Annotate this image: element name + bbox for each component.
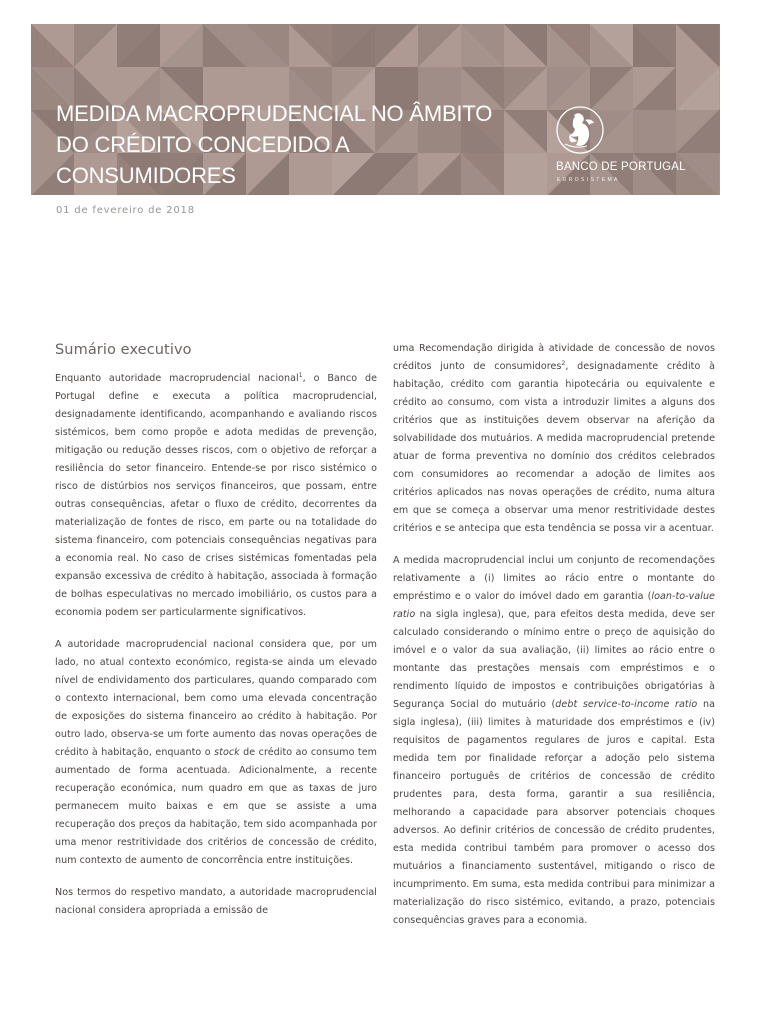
banco-de-portugal-emblem-icon <box>555 104 605 156</box>
paragraph-5-text-c: na sigla inglesa), (iii) limites à maturidade dos empréstimos e (iv) requisitos de pagamentos regulares de juros e capital. Esta medida tem por finalidade reforçar a adoção pelo sistema financeiro português de critérios de concessão de crédito prudentes para, desta forma, garantir a sua resiliência, melhorando a capacidade para absorver potenciais choques adversos. Ao definir critérios de concessão de crédito prudentes, esta medida contribui também para promover o acesso dos mutuários a financiamento sustentável, mitigando o risco de incumprimento. Em suma, esta medida contribui para minimizar a materialização do risco sistémico, evitando, a prazo, potenciais consequências graves para a economia. <box>393 699 715 926</box>
paragraph-4 <box>393 340 715 538</box>
paragraph-2 <box>55 636 377 870</box>
banco-de-portugal-logo <box>551 104 691 186</box>
publication-date: 01 de fevereiro de 2018 <box>56 205 195 216</box>
paragraph-5 <box>393 552 715 930</box>
paragraph-5-emphasis-ltv: loan-to-value ratio <box>393 591 715 620</box>
paragraph-1 <box>55 370 377 622</box>
paragraph-1-text-b: , o Banco de Portugal define e executa a política macroprudencial, designadamente identificando, acompanhando e avaliando riscos sistémicos, bem como propõe e adota medidas de prevenção, mitigação ou redução desses riscos, com o objetivo de reforçar a resiliência do setor financeiro. Entende-se por risco sistémico o risco de distúrbios nos serviços financeiros, que possam, entre outras consequências, afetar o fluxo de crédito, decorrentes da materialização de fontes de risco, em parte ou na totalidade do sistema financeiro, com potenciais consequências negativas para a economia real. No caso de crises sistémicas fomentadas pela expansão excessiva de crédito à habitação, associada à formação de bolhas especulativas no mercado imobiliário, os custos para a economia podem ser particularmente significativos. <box>55 373 377 618</box>
paragraph-2-emphasis: stock <box>214 747 240 758</box>
right-column <box>393 340 715 944</box>
logo-subtitle: EUROSISTEMA <box>557 177 620 183</box>
title-line-2: DO CRÉDITO CONCEDIDO A <box>56 132 350 157</box>
document-title <box>56 98 492 191</box>
paragraph-5-text-a: A medida macroprudencial inclui um conjunto de recomendações relativamente a (i) limites ao rácio entre o montante do empréstimo e o valor do imóvel dado em garantia ( <box>393 555 715 602</box>
paragraph-2-text-a: A autoridade macroprudencial nacional considera que, por um lado, no atual contexto económico, regista-se ainda um elevado nível de endividamento dos particulares, quando comparado com o contexto internacional, bem como uma elevada concentração de exposições do sistema financeiro ao crédito à habitação. Por outro lado, observa-se um forte aumento das novas operações de crédito à habitação, enquanto o <box>55 639 377 758</box>
left-column <box>55 330 377 934</box>
footnote-marker-2[interactable]: 2 <box>561 359 566 367</box>
paragraph-3: Nos termos do respetivo mandato, a autoridade macroprudencial nacional considera apropriada a emissão de <box>55 887 377 916</box>
header-banner <box>31 24 720 195</box>
title-line-3: CONSUMIDORES <box>56 163 236 188</box>
logo-name: BANCO DE PORTUGAL <box>556 161 686 173</box>
section-heading: Sumário executivo <box>55 342 192 358</box>
paragraph-2-text-b: de crédito ao consumo tem aumentado de forma acentuada. Adicionalmente, a recente recuperação económica, num quadro em que as taxas de juro permanecem muito baixas e em que se assiste a uma recuperação dos preços da habitação, tem sido acompanhada por uma menor restritividade dos critérios de concessão de crédito, num contexto de aumento de concorrência entre instituições. <box>55 747 377 866</box>
paragraph-4-text-a: uma Recomendação dirigida à atividade de concessão de novos créditos junto de consumidores <box>393 343 715 372</box>
paragraph-1-text-a: Enquanto autoridade macroprudencial nacional <box>55 373 299 384</box>
title-line-1: MEDIDA MACROPRUDENCIAL NO ÂMBITO <box>56 101 493 126</box>
footnote-marker-1[interactable]: 1 <box>298 371 303 379</box>
paragraph-4-text-b: , designadamente crédito à habitação, crédito com garantia hipotecária ou equivalente e crédito ao consumo, com vista a introduzir limites a alguns dos critérios que as instituições devem observar na aferição da solvabilidade dos mutuários. A medida macroprudencial pretende atuar de forma preventiva no domínio dos créditos celebrados com consumidores ao recomendar a adoção de limites aos critérios aplicados nas novas operações de crédito, numa altura em que se começa a observar uma menor restritividade destes critérios e se antecipa que esta tendência se possa vir a acentuar. <box>393 361 715 534</box>
paragraph-5-text-b: na sigla inglesa), que, para efeitos desta medida, deve ser calculado considerando o mínimo entre o preço de aquisição do imóvel e o valor da sua avaliação, (ii) limites ao rácio entre o montante das prestações mensais com empréstimos e o rendimento líquido de impostos e contribuições obrigatórias à Segurança Social do mutuário ( <box>393 609 715 710</box>
paragraph-5-emphasis-dsti: debt service-to-income ratio <box>555 699 698 710</box>
